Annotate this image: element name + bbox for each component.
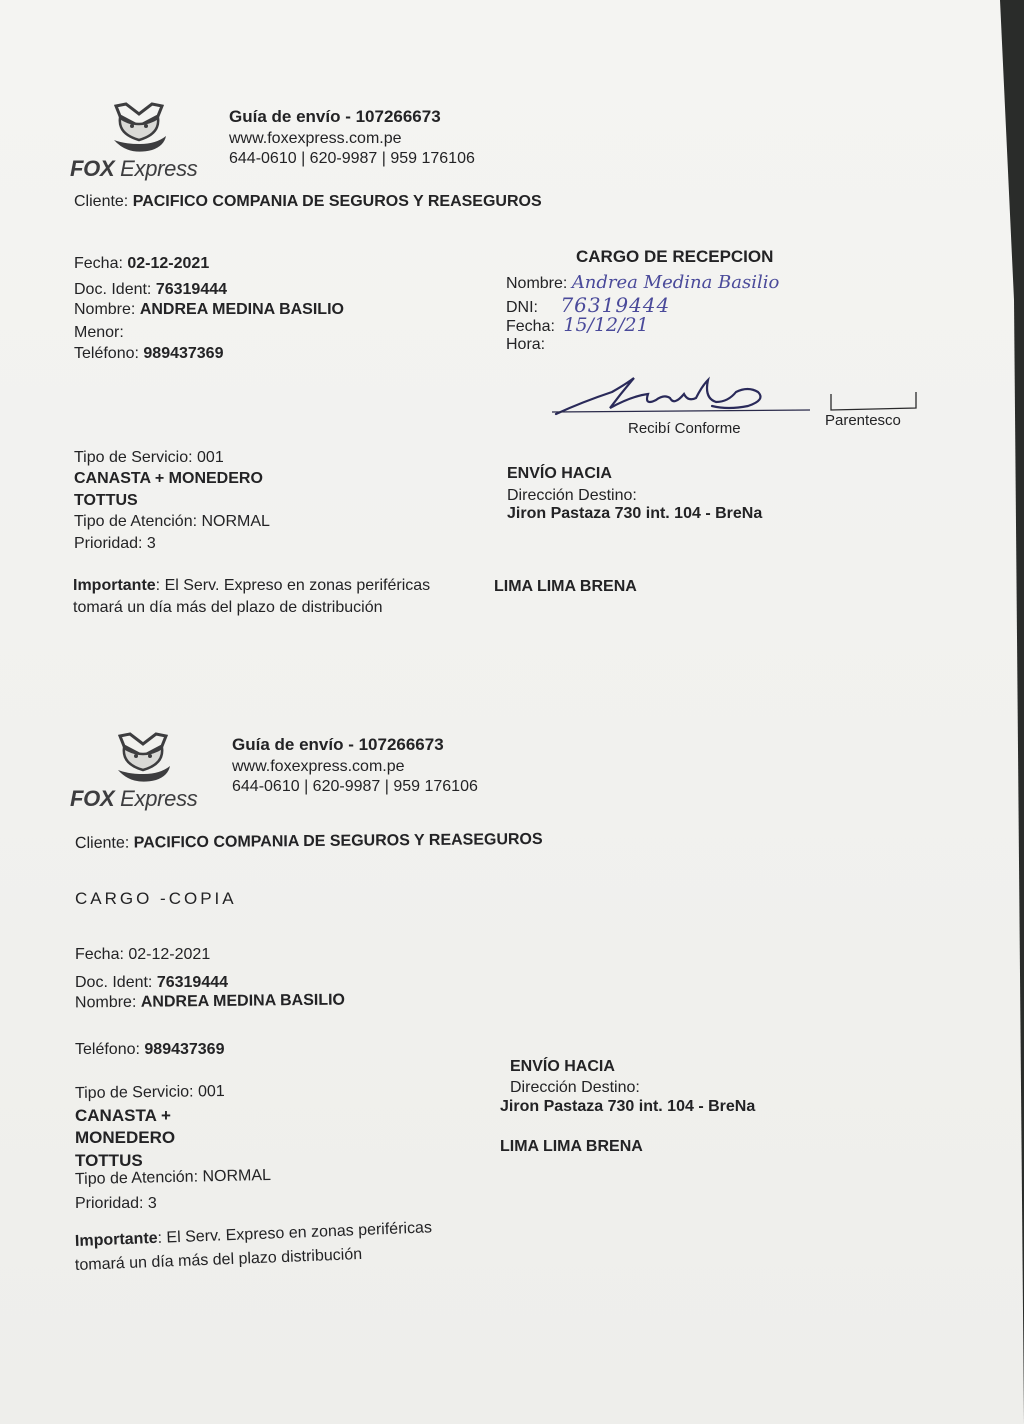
servicio-line2: TOTTUS xyxy=(74,492,138,509)
fecha-row: Fecha: 02-12-2021 xyxy=(75,946,211,963)
atencion-label: Tipo de Atención: NORMAL xyxy=(74,1166,272,1189)
prioridad-label: Prioridad: 3 xyxy=(74,535,156,552)
servicio-line2: MONEDERO xyxy=(75,1128,176,1147)
direccion-label: Dirección Destino: xyxy=(510,1079,640,1096)
menor-row: Menor: xyxy=(74,324,124,341)
direccion-value: Jiron Pastaza 730 int. 104 - BreNa xyxy=(507,505,763,522)
ubicacion: LIMA LIMA BRENA xyxy=(500,1138,643,1155)
parentesco-line xyxy=(828,390,920,412)
guide-title: Guía de envío - 107266673 xyxy=(229,107,441,126)
servicio-line1: CANASTA + xyxy=(75,1106,171,1125)
doc-row: Doc. Ident: 76319444 xyxy=(75,974,229,991)
telefono-row: Teléfono: 989437369 xyxy=(75,1041,225,1058)
atencion-label: Tipo de Atención: NORMAL xyxy=(74,513,270,530)
copy-label: CARGO -COPIA xyxy=(75,889,237,908)
parentesco-label: Parentesco xyxy=(825,412,901,429)
cliente-row: Cliente: PACIFICO COMPANIA DE SEGUROS Y REASEGUROS xyxy=(74,193,542,210)
handwritten-dni: 76319444 xyxy=(560,293,671,317)
servicio-label: Tipo de Servicio: 001 xyxy=(74,1082,225,1103)
handwritten-name: Andrea Medina Basilio xyxy=(571,272,780,293)
website: www.foxexpress.com.pe xyxy=(229,130,402,147)
servicio-line1: CANASTA + MONEDERO xyxy=(74,470,263,487)
recibi-conforme: Recibí Conforme xyxy=(628,420,741,437)
envio-title: ENVÍO HACIA xyxy=(507,465,612,482)
telefono-row: Teléfono: 989437369 xyxy=(74,345,224,362)
brand-logo: FOX Express xyxy=(70,786,198,811)
website: www.foxexpress.com.pe xyxy=(232,758,405,775)
importante-line1: Importante: El Serv. Expreso en zonas periféricas xyxy=(74,1219,433,1250)
nombre-row: Nombre: ANDREA MEDINA BASILIO xyxy=(74,991,346,1012)
fox-logo-icon xyxy=(108,100,170,160)
servicio-line3: TOTTUS xyxy=(75,1151,143,1170)
cargo-title: CARGO DE RECEPCION xyxy=(576,247,774,266)
cargo-hora: Hora: xyxy=(506,336,546,353)
doc-row: Doc. Ident: 76319444 xyxy=(74,281,228,298)
direccion-label: Dirección Destino: xyxy=(507,487,637,504)
importante-line1: Importante: El Serv. Expreso en zonas periféricas xyxy=(73,577,431,594)
envio-title: ENVÍO HACIA xyxy=(510,1058,615,1075)
prioridad-label: Prioridad: 3 xyxy=(75,1195,157,1212)
nombre-row: Nombre: ANDREA MEDINA BASILIO xyxy=(74,301,344,318)
servicio-label: Tipo de Servicio: 001 xyxy=(74,449,224,466)
fox-logo-icon xyxy=(112,730,174,790)
brand-logo: FOX Express xyxy=(70,156,198,181)
guide-title: Guía de envío - 107266673 xyxy=(232,735,444,754)
phones: 644-0610 | 620-9987 | 959 176106 xyxy=(232,778,478,795)
cliente-row: Cliente: PACIFICO COMPANIA DE SEGUROS Y REASEGUROS xyxy=(74,830,543,853)
fecha-row: Fecha: 02-12-2021 xyxy=(74,255,210,272)
handwritten-fecha: 15/12/21 xyxy=(563,314,649,336)
cargo-fecha: Fecha: 15/12/21 xyxy=(506,314,649,336)
cargo-dni: DNI: 76319444 xyxy=(506,293,671,317)
ubicacion: LIMA LIMA BRENA xyxy=(494,578,637,595)
importante-line2: tomará un día más del plazo de distribución xyxy=(73,599,383,616)
direccion-value: Jiron Pastaza 730 int. 104 - BreNa xyxy=(500,1098,756,1115)
importante-line2: tomará un día más del plazo distribución xyxy=(74,1245,363,1274)
cargo-nombre: Nombre: Andrea Medina Basilio xyxy=(506,272,780,293)
signature-graphic xyxy=(552,372,814,424)
phones: 644-0610 | 620-9987 | 959 176106 xyxy=(229,150,475,167)
